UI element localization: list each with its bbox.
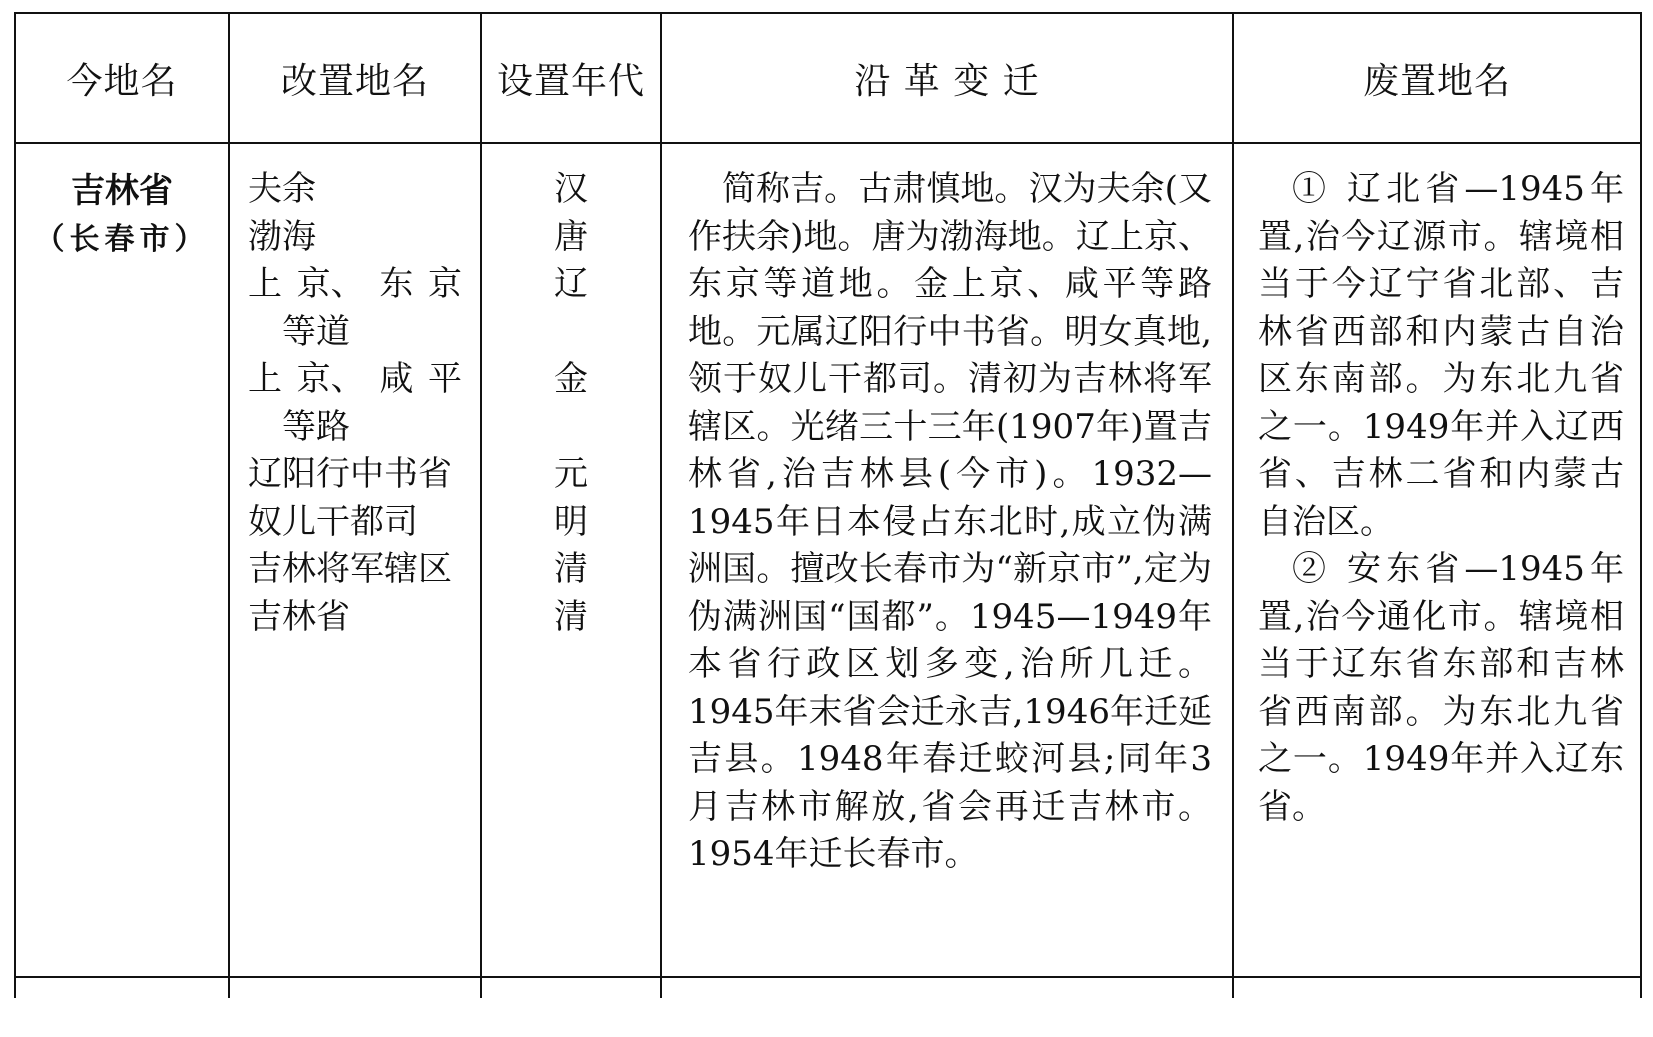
changed-name-line: 夫余 [248, 169, 316, 209]
changed-name-line: 吉林省 [248, 596, 350, 637]
cell-periods [481, 143, 661, 977]
period-line: 元 [554, 454, 588, 494]
period-line [482, 404, 660, 452]
period-list [482, 144, 660, 641]
header-abolished-name: 废置地名 [1233, 13, 1641, 143]
changed-name-list [230, 144, 480, 641]
period-line: 清 [554, 596, 588, 637]
changed-name-part: 平 [427, 359, 462, 399]
header-changed-name: 改置地名 [229, 13, 481, 143]
changed-name-line: 吉林将军辖区 [248, 549, 452, 589]
evolution-text: 简称吉。古肃慎地。汉为夫余(又作扶余)地。唐为渤海地。辽上京、东京等道地。金上京、咸平等路地。元属辽阳行中书省。明女真地,领于奴儿干都司。清初为吉林将军辖区。光绪三十三年(1907年)置吉林省,治吉林县(今市)。1932—1945年日本侵占东北时,成立伪满洲国。擅改长春市为“新京市”,定为伪满洲国“国都”。1945—1949年本省行政区划多变,治所几迁。1945年末省会迁永吉,1946年迁延吉县。1948年春迁蛟河县;同年3月吉林市解放,省会再迁吉林市。1954年迁长春市。 [688, 169, 1212, 874]
changed-name-part: 咸 [379, 359, 414, 399]
header-period: 设置年代 [481, 13, 661, 143]
period-line: 金 [554, 359, 588, 399]
changed-name-line: 等路 [282, 406, 350, 447]
changed-name-part: 东 [379, 264, 414, 304]
changed-name-part: 上 [248, 359, 282, 399]
period-line [482, 309, 660, 357]
empty-cell [481, 977, 661, 998]
header-today-name: 今地名 [15, 13, 229, 143]
cell-abolished [1233, 143, 1641, 977]
changed-name-part: 京、 [296, 264, 365, 304]
period-line: 唐 [554, 216, 588, 257]
empty-cell [229, 977, 481, 998]
changed-name-line: 辽阳行中书省 [248, 454, 452, 494]
period-line: 辽 [554, 264, 588, 304]
cell-today-name [15, 143, 229, 977]
province-name: 吉林省 [71, 171, 173, 211]
history-table [14, 12, 1642, 998]
header-row [15, 13, 1641, 143]
changed-name-part: 京、 [296, 359, 365, 399]
cell-changed-names [229, 143, 481, 977]
changed-name-line [248, 261, 462, 309]
changed-name-part: 京 [427, 264, 462, 304]
changed-name-line: 渤海 [248, 216, 316, 257]
changed-name-part: 上 [248, 264, 282, 304]
abolished-entry: ② 安东省—1945年置,治今通化市。辖境相当于辽东省东部和吉林省西南部。为东北九省之一。1949年并入辽东省。 [1258, 549, 1624, 827]
period-line: 汉 [554, 169, 588, 209]
empty-cell [661, 977, 1233, 998]
table-row [15, 143, 1641, 977]
period-line: 清 [554, 549, 588, 589]
cell-evolution [661, 143, 1233, 977]
changed-name-line: 等道 [282, 311, 350, 352]
period-line: 明 [554, 501, 588, 542]
empty-cell [15, 977, 229, 998]
table-row [15, 977, 1641, 998]
changed-name-line: 奴儿干都司 [248, 501, 418, 542]
changed-name-line [248, 356, 462, 404]
capital-city: （长春市） [34, 221, 210, 257]
empty-cell [1233, 977, 1641, 998]
abolished-entry: ① 辽北省—1945年置,治今辽源市。辖境相当于今辽宁省北部、吉林省西部和内蒙古自治区东南部。为东北九省之一。1949年并入辽西省、吉林二省和内蒙古自治区。 [1258, 169, 1624, 542]
header-evolution: 沿 革 变 迁 [661, 13, 1233, 143]
